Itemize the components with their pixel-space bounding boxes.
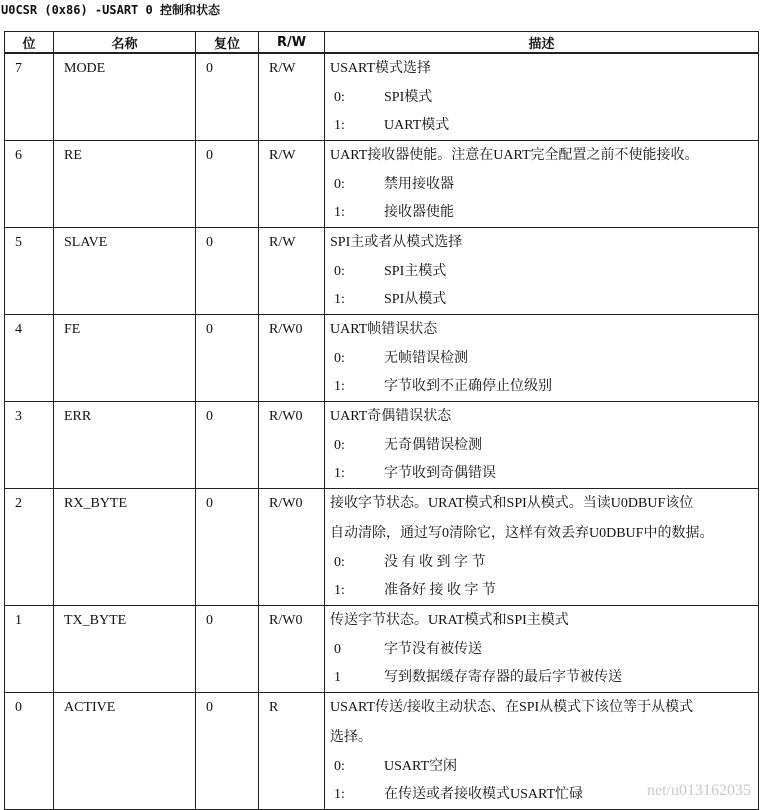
description-text: USART模式选择: [330, 61, 432, 76]
header-description: 描述: [325, 32, 759, 54]
cell-reset: [196, 402, 259, 489]
cell-bit: [5, 402, 54, 489]
cell-name: [54, 228, 196, 315]
cell-bit-text: 4: [15, 322, 22, 337]
cell-bit: [5, 489, 54, 606]
cell-name-text: FE: [64, 322, 81, 337]
cell-reset: [196, 228, 259, 315]
cell-bit-text: 5: [15, 235, 22, 250]
cell-rw-text: R/W: [269, 235, 296, 250]
option-key: 0:: [334, 177, 345, 192]
option-value: 字节收到不正确停止位级别: [384, 379, 552, 394]
cell-reset: [196, 315, 259, 402]
cell-reset-text: 0: [206, 613, 213, 628]
option-value: 字节收到奇偶错误: [384, 466, 496, 481]
option-key: 1:: [334, 205, 345, 220]
cell-bit-text: 6: [15, 148, 22, 163]
cell-reset-text: 0: [206, 700, 213, 715]
option-line: [330, 577, 758, 605]
option-line: [330, 199, 758, 227]
option-value: 接收器使能: [384, 205, 454, 220]
cell-name: [54, 402, 196, 489]
option-key: 1:: [334, 379, 345, 394]
option-value: 在传送或者接收模式USART忙碌: [384, 787, 584, 802]
option-value: 写到数据缓存寄存器的最后字节被传送: [384, 670, 622, 685]
cell-name: [54, 489, 196, 606]
cell-description: [325, 402, 759, 489]
option-line: [330, 460, 758, 488]
option-line: [330, 84, 758, 112]
description-text: USART传送/接收主动状态、在SPI从模式下该位等于从模式: [330, 700, 694, 715]
table-row: [5, 141, 759, 228]
option-key: 1:: [334, 292, 345, 307]
cell-rw-text: R/W0: [269, 409, 303, 424]
cell-bit: [5, 141, 54, 228]
description-text: SPI主或者从模式选择: [330, 235, 463, 250]
cell-reset: [196, 489, 259, 606]
cell-rw: [259, 606, 325, 693]
cell-name: [54, 606, 196, 693]
option-value: SPI模式: [384, 90, 433, 105]
cell-bit: [5, 693, 54, 810]
cell-description: [325, 606, 759, 693]
table-row: [5, 315, 759, 402]
table-row: [5, 228, 759, 315]
option-line: [330, 432, 758, 460]
option-value: 无帧错误检测: [384, 351, 468, 366]
option-key: 1: [334, 670, 341, 685]
option-line: [330, 373, 758, 401]
header-rw: R/W: [259, 32, 325, 54]
cell-rw: [259, 141, 325, 228]
cell-description: [325, 693, 759, 810]
header-bit: 位: [5, 32, 54, 54]
option-line: [330, 664, 758, 692]
cell-reset-text: 0: [206, 322, 213, 337]
option-value: SPI主模式: [384, 264, 447, 279]
option-key: 0:: [334, 759, 345, 774]
cell-bit-text: 3: [15, 409, 22, 424]
cell-bit-text: 1: [15, 613, 22, 628]
cell-name-text: RX_BYTE: [64, 496, 127, 511]
option-line: [330, 286, 758, 314]
option-line: [330, 112, 758, 140]
option-key: 0:: [334, 438, 345, 453]
cell-rw: [259, 228, 325, 315]
description-text: 选择。: [330, 730, 372, 745]
cell-bit: [5, 53, 54, 141]
cell-description: [325, 315, 759, 402]
cell-rw-text: R/W0: [269, 613, 303, 628]
watermark: net/u013162035: [647, 782, 751, 799]
cell-rw: [259, 693, 325, 810]
table-row: [5, 402, 759, 489]
cell-name-text: MODE: [64, 61, 106, 76]
table-row: [5, 693, 759, 810]
cell-name-text: TX_BYTE: [64, 613, 127, 628]
option-value: 字节没有被传送: [384, 642, 482, 657]
cell-rw-text: R/W: [269, 148, 296, 163]
cell-rw-text: R/W0: [269, 322, 303, 337]
cell-bit: [5, 315, 54, 402]
description-text: 传送字节状态。URAT模式和SPI主模式: [330, 613, 569, 628]
cell-bit: [5, 606, 54, 693]
cell-bit: [5, 228, 54, 315]
option-key: 1:: [334, 583, 345, 598]
option-line: [330, 753, 758, 781]
cell-description: [325, 53, 759, 141]
cell-rw: [259, 489, 325, 606]
option-key: 1:: [334, 466, 345, 481]
option-value: 禁用接收器: [384, 177, 454, 192]
cell-reset-text: 0: [206, 496, 213, 511]
cell-reset: [196, 693, 259, 810]
cell-reset: [196, 53, 259, 141]
table-row: [5, 53, 759, 141]
description-text: UART帧错误状态: [330, 322, 438, 337]
cell-description: [325, 489, 759, 606]
cell-name: [54, 141, 196, 228]
cell-description: [325, 228, 759, 315]
description-text: 自动清除，通过写0清除它，这样有效丢弃U0DBUF中的数据。: [330, 526, 714, 541]
cell-rw-text: R: [269, 700, 279, 715]
cell-bit-text: 2: [15, 496, 22, 511]
cell-name: [54, 693, 196, 810]
option-key: 1:: [334, 787, 345, 802]
option-line: [330, 171, 758, 199]
option-value: SPI从模式: [384, 292, 447, 307]
option-key: 0:: [334, 264, 345, 279]
cell-name-text: RE: [64, 148, 82, 163]
cell-name: [54, 315, 196, 402]
option-line: [330, 549, 758, 577]
option-value: 无奇偶错误检测: [384, 438, 482, 453]
option-line: [330, 345, 758, 373]
cell-reset-text: 0: [206, 148, 213, 163]
header-name: 名称: [54, 32, 196, 54]
option-key: 0:: [334, 90, 345, 105]
cell-reset: [196, 606, 259, 693]
cell-reset-text: 0: [206, 235, 213, 250]
cell-name-text: ACTIVE: [64, 700, 116, 715]
cell-name-text: ERR: [64, 409, 92, 424]
option-line: [330, 636, 758, 664]
cell-name: [54, 53, 196, 141]
header-reset: 复位: [196, 32, 259, 54]
description-text: UART奇偶错误状态: [330, 409, 452, 424]
option-value: USART空闲: [384, 759, 458, 774]
option-key: 1:: [334, 118, 345, 133]
description-text: 接收字节状态。URAT模式和SPI从模式。当读U0DBUF该位: [330, 496, 694, 511]
cell-bit-text: 7: [15, 61, 22, 76]
option-key: 0:: [334, 555, 345, 570]
option-value: 没 有 收 到 字 节: [384, 555, 486, 570]
option-key: 0:: [334, 351, 345, 366]
cell-rw: [259, 315, 325, 402]
cell-rw: [259, 402, 325, 489]
cell-name-text: SLAVE: [64, 235, 108, 250]
cell-rw-text: R/W: [269, 61, 296, 76]
cell-rw-text: R/W0: [269, 496, 303, 511]
option-value: UART模式: [384, 118, 450, 133]
cell-rw: [259, 53, 325, 141]
cell-reset: [196, 141, 259, 228]
table-header-row: [5, 32, 759, 54]
option-value: 准备好 接 收 字 节: [384, 583, 496, 598]
register-title: U0CSR (0x86) -USART 0 控制和状态: [1, 3, 220, 17]
description-text: UART接收器使能。注意在UART完全配置之前不使能接收。: [330, 148, 699, 163]
option-line: [330, 258, 758, 286]
option-line: [330, 781, 758, 809]
cell-reset-text: 0: [206, 409, 213, 424]
cell-bit-text: 0: [15, 700, 22, 715]
table-row: [5, 489, 759, 606]
option-key: 0: [334, 642, 341, 657]
table-row: [5, 606, 759, 693]
register-table: [4, 31, 759, 810]
cell-description: [325, 141, 759, 228]
cell-reset-text: 0: [206, 61, 213, 76]
